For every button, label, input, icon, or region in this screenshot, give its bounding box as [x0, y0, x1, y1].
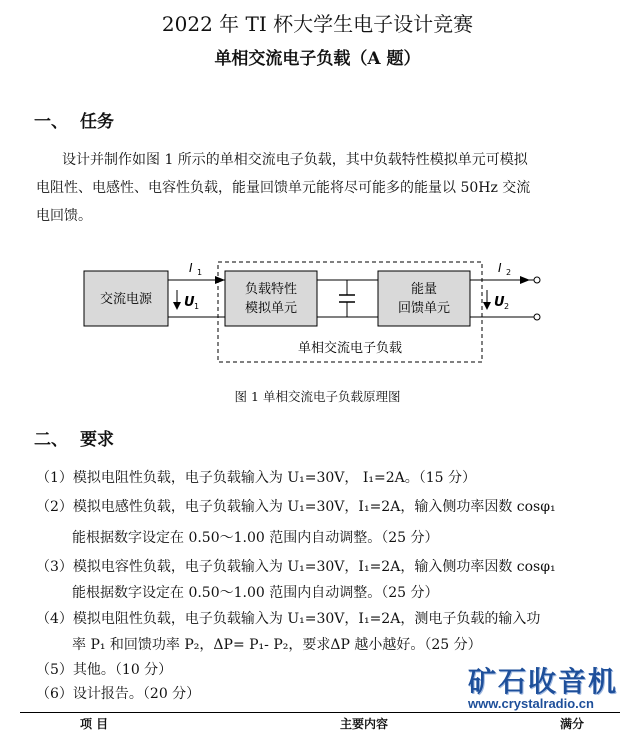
u2-subscript: 2 [504, 302, 510, 311]
section-title: 要求 [80, 430, 114, 450]
feedback-block [378, 271, 470, 326]
feedback-line2: 回馈单元 [397, 301, 451, 316]
scoring-table-header [20, 712, 620, 733]
document-title: 2022 年 TI 杯大学生电子设计竞赛 [161, 12, 474, 36]
section-number: 一、 [34, 112, 68, 132]
i1-label: I [189, 261, 193, 275]
requirement-6: （6）设计报告。（20 分） [36, 686, 201, 702]
u2-label: U [494, 295, 505, 310]
requirement-2-line1: （2）模拟电感性负载，电子负载输入为 U₁=30V，I₁=2A，输入侧功率因数 cosφ₁ [36, 499, 556, 515]
u1-label: U [184, 295, 195, 310]
watermark-logo: 矿石收音机 [468, 665, 619, 698]
requirement-5: （5）其他。（10 分） [36, 662, 173, 678]
load-sim-block [225, 271, 317, 326]
requirement-3-line2: 能根据数字设定在 0.50～1.00 范围内自动调整。（25 分） [72, 585, 439, 601]
ac-source-label: 交流电源 [99, 292, 153, 307]
paragraph-line: 设计并制作如图 1 所示的单相交流电子负载，其中负载特性模拟单元可模拟 [62, 152, 528, 168]
section-heading-task [34, 107, 114, 132]
i2-subscript: 2 [506, 268, 512, 277]
figure-caption: 图 1 单相交流电子负载原理图 [234, 389, 401, 404]
i1-subscript: 1 [197, 268, 203, 277]
feedback-line1: 能量 [410, 282, 438, 297]
u1-subscript: 1 [194, 302, 200, 311]
task-paragraph [36, 146, 596, 230]
arrow-u2-icon [483, 302, 491, 310]
requirement-4-line1: （4）模拟电阻性负载，电子负载输入为 U₁=30V，I₁=2A，测电子负载的输入功 [36, 611, 541, 627]
paragraph-line: 电阻性、电感性、电容性负载，能量回馈单元能将尽可能多的能量以 50Hz 交流 [36, 180, 531, 196]
section-number: 二、 [34, 430, 68, 450]
requirement-4-line2: 率 P₁ 和回馈功率 P₂，ΔP= P₁- P₂，要求ΔP 越小越好。（25 分） [72, 637, 482, 653]
watermark [468, 660, 635, 711]
load-sim-line2: 模拟单元 [244, 301, 298, 316]
watermark-url: www.crystalradio.cn [468, 696, 594, 711]
section-title: 任务 [80, 112, 114, 132]
document-subtitle: 单相交流电子负载（A 题） [214, 49, 421, 69]
load-sim-line1: 负载特性 [244, 282, 298, 297]
output-terminal-top-icon [534, 277, 540, 283]
paragraph-line: 电回馈。 [36, 208, 92, 224]
requirement-3-line1: （3）模拟电容性负载，电子负载输入为 U₁=30V，I₁=2A，输入侧功率因数 cosφ₁ [36, 559, 556, 575]
arrow-u1-icon [173, 302, 181, 310]
output-terminal-bottom-icon [534, 314, 540, 320]
table-col-item: 项 目 [80, 717, 109, 731]
electronic-load-label: 单相交流电子负载 [297, 341, 403, 356]
table-col-content: 主要内容 [340, 717, 389, 731]
i2-label: I [498, 261, 502, 275]
arrow-i2-icon [520, 276, 530, 284]
arrow-i1-icon [215, 276, 225, 284]
section-heading-requirements [34, 425, 114, 450]
table-col-score: 满分 [560, 717, 585, 731]
block-diagram [0, 250, 635, 380]
requirement-2-line2: 能根据数字设定在 0.50～1.00 范围内自动调整。（25 分） [72, 530, 439, 546]
requirement-1: （1）模拟电阻性负载，电子负载输入为 U₁=30V， I₁=2A。（15 分） [36, 470, 477, 486]
